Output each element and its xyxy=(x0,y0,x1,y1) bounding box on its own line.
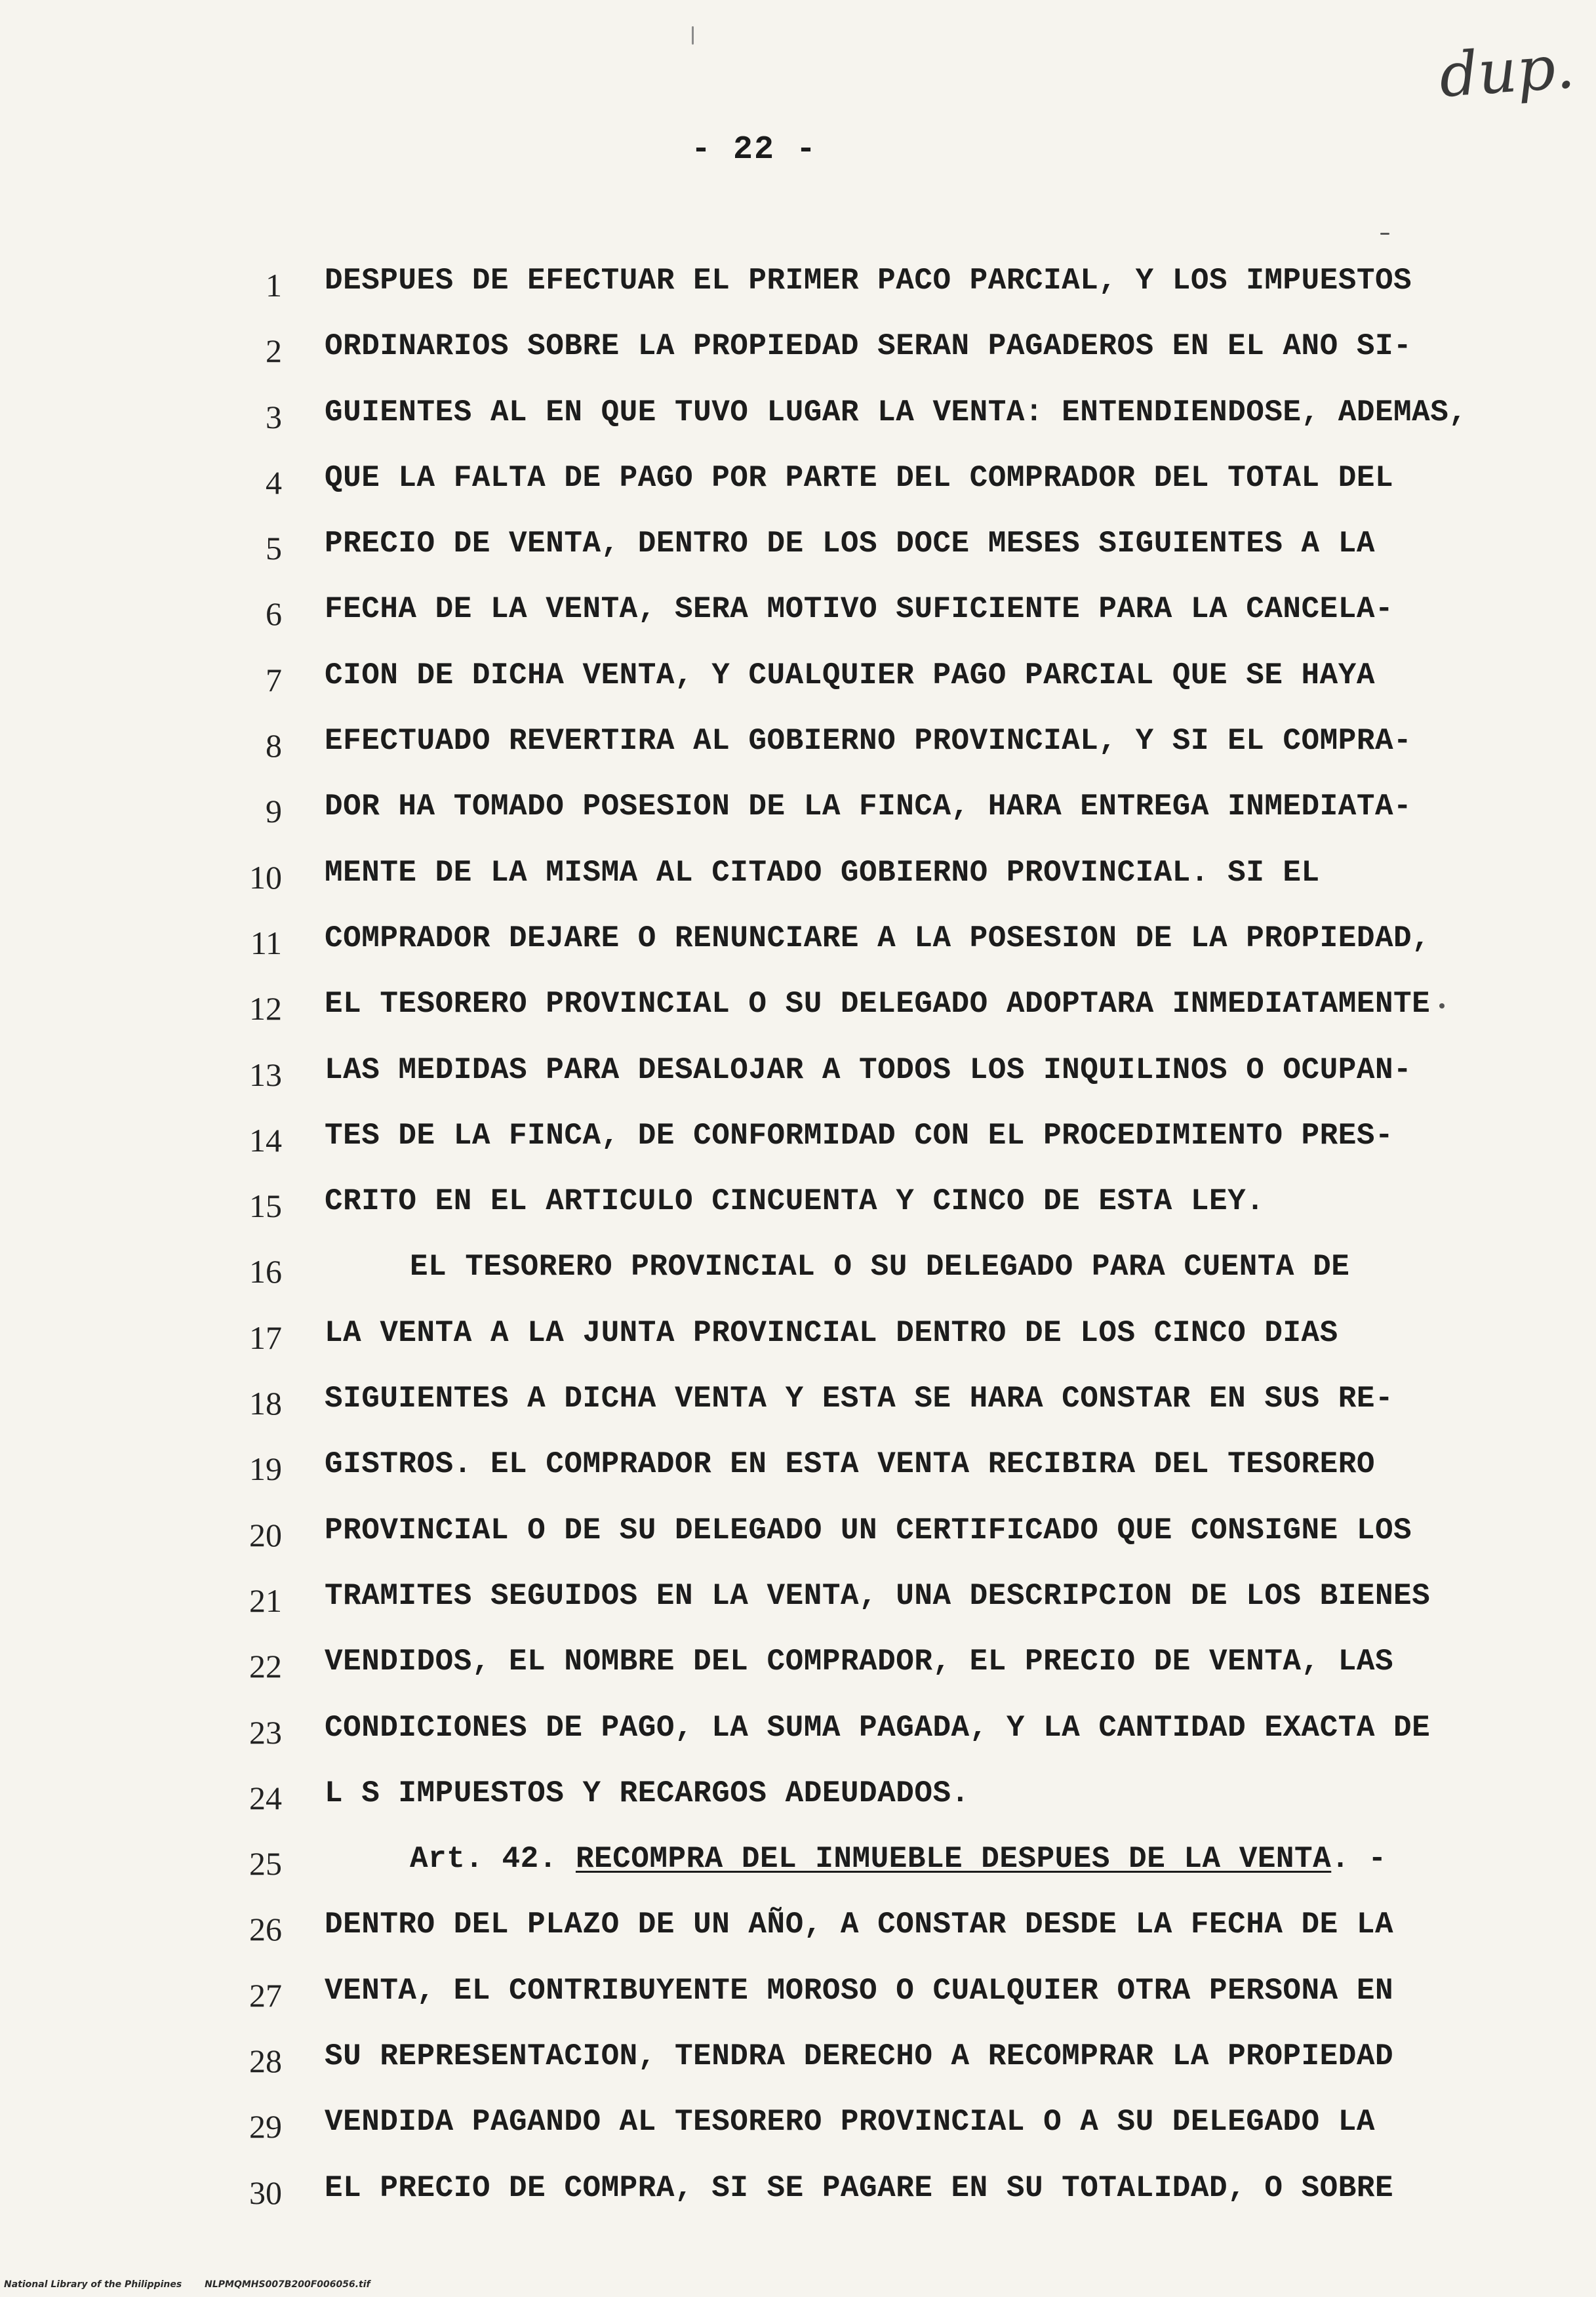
line-number: 28 xyxy=(249,2043,282,2080)
page-number: - 22 - xyxy=(690,131,818,169)
text-line xyxy=(0,1250,1596,1315)
line-number: 27 xyxy=(249,1976,282,2014)
line-text: LAS MEDIDAS PARA DESALOJAR A TODOS LOS INQUILINOS O OCUPAN- xyxy=(325,1052,1412,1087)
line-text: DOR HA TOMADO POSESION DE LA FINCA, HARA ENTREGA INMEDIATA- xyxy=(325,789,1412,824)
line-number: 10 xyxy=(249,858,282,896)
line-text: EL TESORERO PROVINCIAL O SU DELEGADO ADOPTARA INMEDIATAMENTE xyxy=(325,987,1431,1022)
text-line xyxy=(0,1645,1596,1710)
text-line xyxy=(0,395,1596,461)
text-line xyxy=(0,1119,1596,1184)
line-number: 2 xyxy=(266,332,282,370)
file-id: NLPMQMHS007B200F006056.tif xyxy=(205,2279,370,2290)
text-line xyxy=(0,2171,1596,2237)
line-text: FECHA DE LA VENTA, SERA MOTIVO SUFICIENTE PARA LA CANCELA- xyxy=(325,592,1394,627)
text-line xyxy=(0,1316,1596,1382)
line-text: VENDIDOS, EL NOMBRE DEL COMPRADOR, EL PRECIO DE VENTA, LAS xyxy=(325,1645,1394,1679)
text-line xyxy=(0,592,1596,658)
line-text: CION DE DICHA VENTA, Y CUALQUIER PAGO PARCIAL QUE SE HAYA xyxy=(325,658,1375,692)
article-title: RECOMPRA DEL INMUEBLE DESPUES DE LA VENTA xyxy=(575,1842,1332,1877)
line-number: 21 xyxy=(249,1582,282,1619)
text-line xyxy=(0,724,1596,789)
paper-speck xyxy=(692,26,694,45)
line-number: 1 xyxy=(266,267,282,304)
article-prefix: Art. 42. xyxy=(410,1842,576,1877)
line-number: 17 xyxy=(249,1319,282,1356)
line-number: 7 xyxy=(266,661,282,698)
line-text: L S IMPUESTOS Y RECARGOS ADEUDADOS. xyxy=(325,1776,970,1810)
line-number: 24 xyxy=(249,1779,282,1816)
text-line xyxy=(0,1382,1596,1447)
line-number: 14 xyxy=(249,1121,282,1159)
line-number: 5 xyxy=(266,530,282,567)
text-line xyxy=(0,987,1596,1052)
line-number: 25 xyxy=(249,1845,282,1883)
line-text: EL PRECIO DE COMPRA, SI SE PAGARE EN SU TOTALIDAD, O SOBRE xyxy=(325,2170,1394,2205)
text-line xyxy=(0,1908,1596,1973)
text-line xyxy=(0,1711,1596,1776)
line-number: 20 xyxy=(249,1516,282,1553)
line-number: 6 xyxy=(266,595,282,633)
article-heading xyxy=(410,1842,1387,1876)
text-line xyxy=(0,1184,1596,1250)
text-line xyxy=(0,329,1596,395)
text-line xyxy=(0,921,1596,987)
text-line xyxy=(0,264,1596,329)
line-number: 22 xyxy=(249,1648,282,1685)
text-line xyxy=(0,2039,1596,2105)
line-text: VENDIDA PAGANDO AL TESORERO PROVINCIAL O A SU DELEGADO LA xyxy=(325,2105,1375,2140)
line-text: EFECTUADO REVERTIRA AL GOBIERNO PROVINCIAL, Y SI EL COMPRA- xyxy=(325,724,1412,759)
line-text: SIGUIENTES A DICHA VENTA Y ESTA SE HARA CONSTAR EN SUS RE- xyxy=(325,1382,1394,1416)
line-text: TRAMITES SEGUIDOS EN LA VENTA, UNA DESCRIPCION DE LOS BIENES xyxy=(325,1578,1431,1613)
library-credit: National Library of the Philippines xyxy=(4,2279,182,2290)
text-line xyxy=(0,2105,1596,2170)
line-text: MENTE DE LA MISMA AL CITADO GOBIERNO PROVINCIAL. SI EL xyxy=(325,855,1320,890)
line-text: CRITO EN EL ARTICULO CINCUENTA Y CINCO DE ESTA LEY. xyxy=(325,1184,1265,1219)
scan-footer xyxy=(4,2279,370,2290)
line-number: 23 xyxy=(249,1713,282,1751)
line-number: 16 xyxy=(249,1253,282,1290)
typed-text-body xyxy=(0,264,1596,2237)
line-text: DENTRO DEL PLAZO DE UN AÑO, A CONSTAR DESDE LA FECHA DE LA xyxy=(325,1908,1394,1942)
line-number: 18 xyxy=(249,1385,282,1422)
handwritten-note: dup. xyxy=(1437,31,1577,111)
line-text: COMPRADOR DEJARE O RENUNCIARE A LA POSESION DE LA PROPIEDAD, xyxy=(325,921,1431,955)
line-number: 30 xyxy=(249,2174,282,2211)
line-number: 29 xyxy=(249,2108,282,2146)
paper-speck xyxy=(1380,233,1389,235)
line-number: 4 xyxy=(266,464,282,501)
line-text: CONDICIONES DE PAGO, LA SUMA PAGADA, Y LA CANTIDAD EXACTA DE xyxy=(325,1710,1431,1745)
text-line xyxy=(0,1974,1596,2039)
line-number: 26 xyxy=(249,1911,282,1948)
line-number: 15 xyxy=(249,1188,282,1225)
text-line xyxy=(0,527,1596,592)
article-suffix: . - xyxy=(1331,1842,1387,1877)
line-text: GUIENTES AL EN QUE TUVO LUGAR LA VENTA: ENTENDIENDOSE, ADEMAS, xyxy=(325,395,1467,429)
text-line xyxy=(0,461,1596,527)
paper-speck xyxy=(1439,1003,1445,1009)
text-line xyxy=(0,856,1596,921)
line-text: TES DE LA FINCA, DE CONFORMIDAD CON EL PROCEDIMIENTO PRES- xyxy=(325,1118,1394,1153)
line-text: VENTA, EL CONTRIBUYENTE MOROSO O CUALQUIER OTRA PERSONA EN xyxy=(325,1973,1394,2008)
line-number: 12 xyxy=(249,990,282,1028)
line-text: LA VENTA A LA JUNTA PROVINCIAL DENTRO DE LOS CINCO DIAS xyxy=(325,1315,1338,1350)
line-text: PROVINCIAL O DE SU DELEGADO UN CERTIFICADO QUE CONSIGNE LOS xyxy=(325,1513,1412,1548)
line-number: 11 xyxy=(250,924,282,961)
line-text: GISTROS. EL COMPRADOR EN ESTA VENTA RECIBIRA DEL TESORERO xyxy=(325,1447,1375,1482)
text-line xyxy=(0,789,1596,855)
line-text: DESPUES DE EFECTUAR EL PRIMER PACO PARCIAL, Y LOS IMPUESTOS xyxy=(325,264,1412,298)
line-number: 13 xyxy=(249,1056,282,1093)
line-text: ORDINARIOS SOBRE LA PROPIEDAD SERAN PAGADEROS EN EL ANO SI- xyxy=(325,329,1412,364)
line-text: PRECIO DE VENTA, DENTRO DE LOS DOCE MESES SIGUIENTES A LA xyxy=(325,527,1375,561)
text-line xyxy=(0,1053,1596,1119)
line-number: 8 xyxy=(266,727,282,765)
line-text: EL TESORERO PROVINCIAL O SU DELEGADO PARA CUENTA DE xyxy=(410,1250,1350,1285)
text-line xyxy=(0,1513,1596,1579)
text-line xyxy=(0,1776,1596,1842)
line-number: 3 xyxy=(266,398,282,435)
line-number: 19 xyxy=(249,1450,282,1488)
line-number: 9 xyxy=(266,793,282,830)
line-text: QUE LA FALTA DE PAGO POR PARTE DEL COMPRADOR DEL TOTAL DEL xyxy=(325,460,1394,495)
text-line xyxy=(0,1579,1596,1645)
line-text: SU REPRESENTACION, TENDRA DERECHO A RECOMPRAR LA PROPIEDAD xyxy=(325,2039,1394,2074)
text-line xyxy=(0,658,1596,724)
article-heading-line xyxy=(0,1842,1596,1908)
text-line xyxy=(0,1447,1596,1513)
